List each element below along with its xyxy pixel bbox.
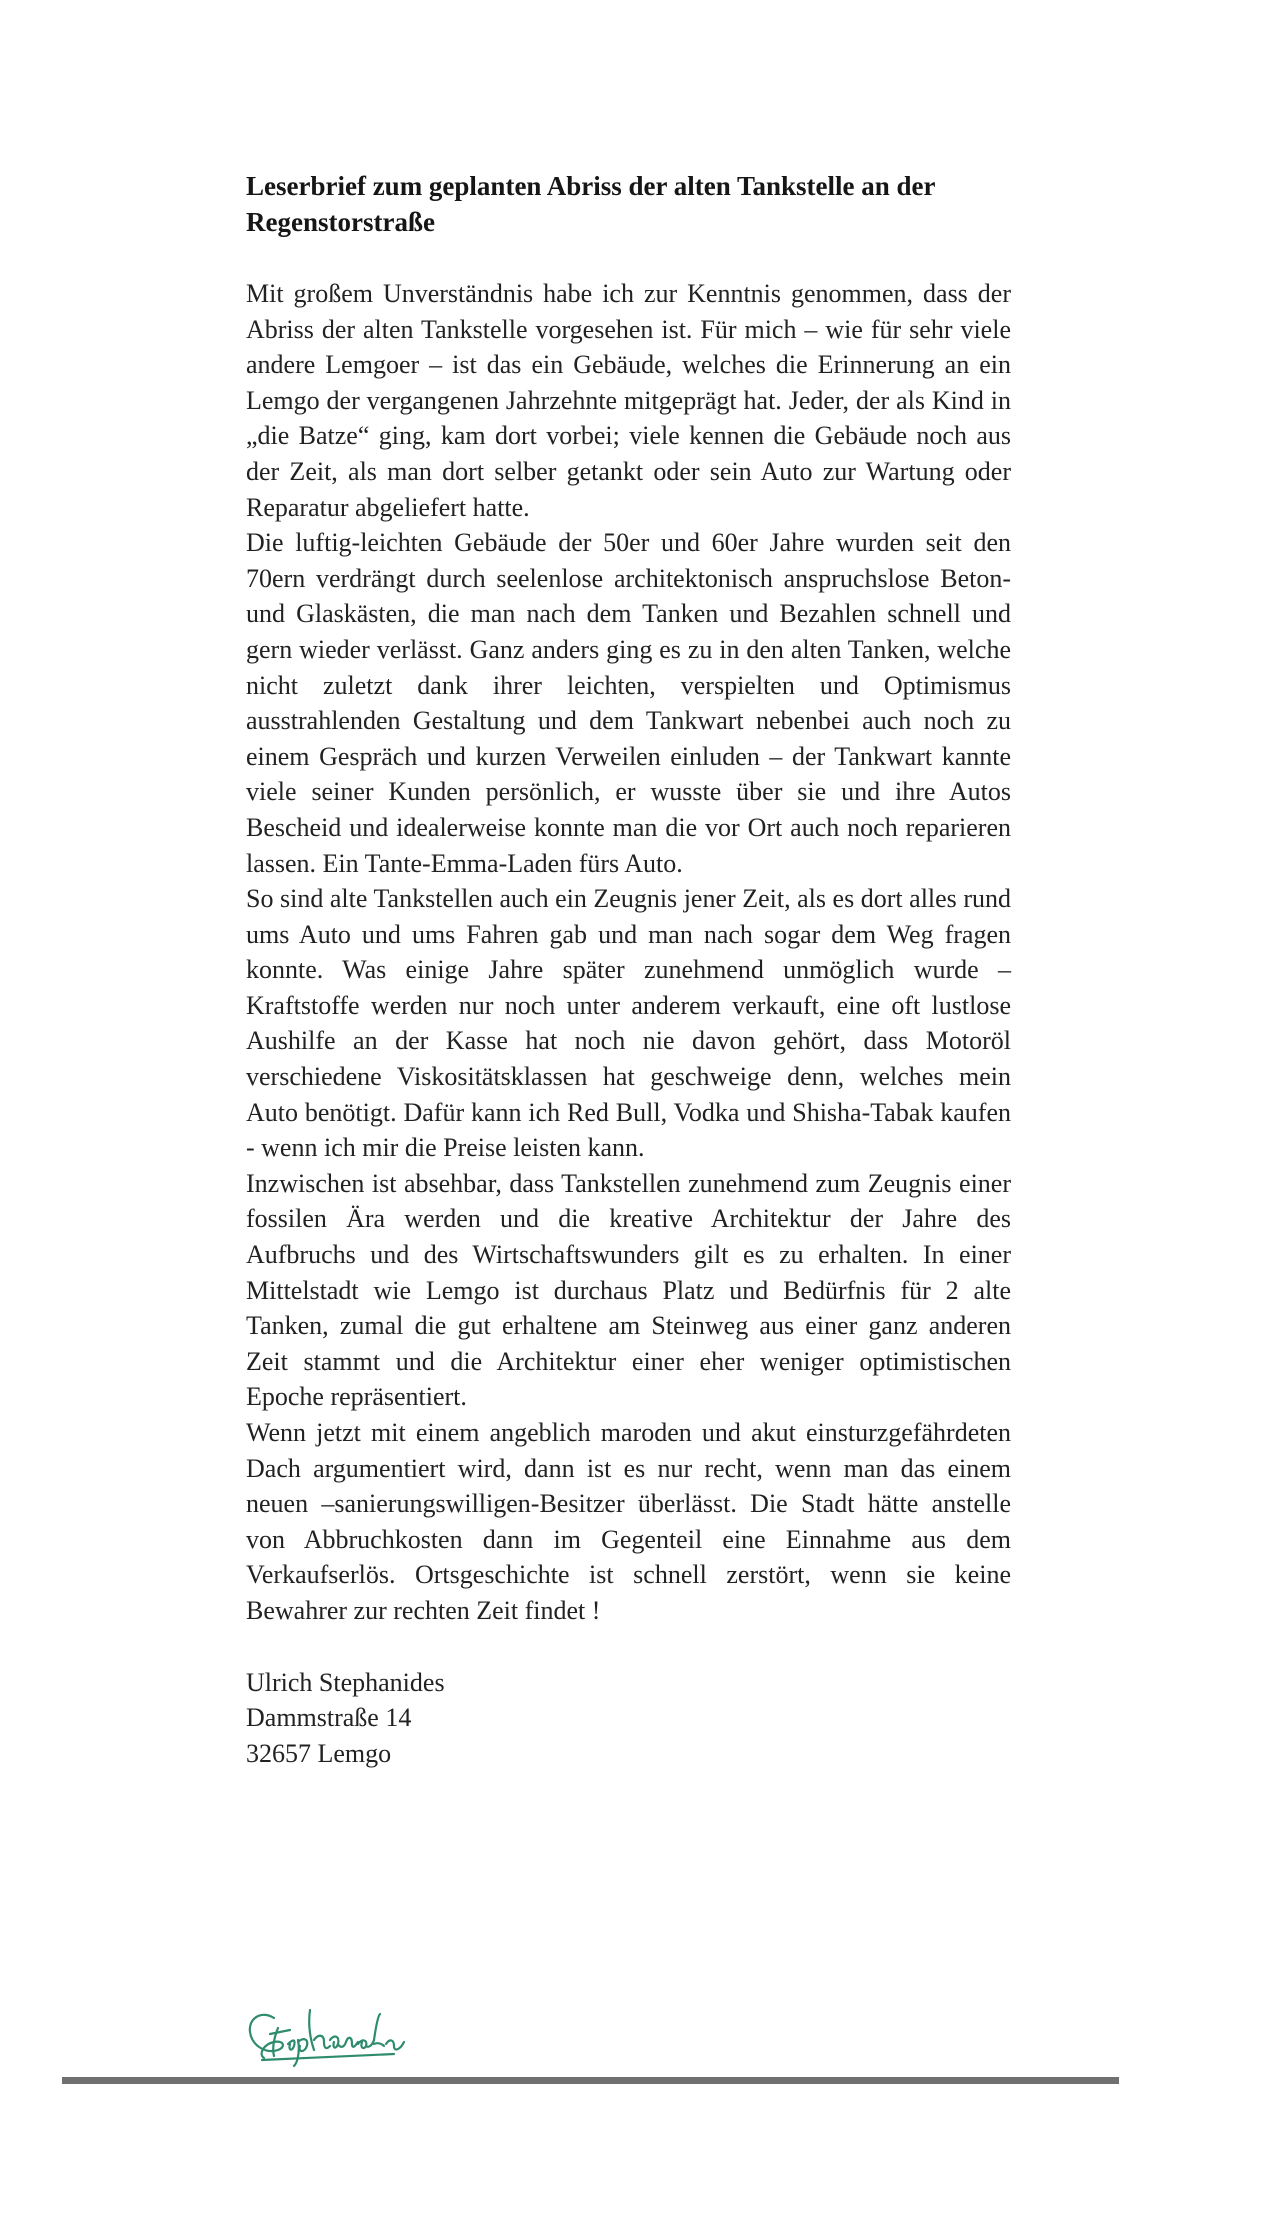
paragraph: Die luftig-leichten Gebäude der 50er und 60er Jahre wurden seit den 70ern verdrängt durch seelenlose architektonisch anspruchslose Beton- und Glaskästen, die man nach dem Tanken und Bezahlen schnell und gern wieder verlässt. Ganz anders ging es zu in den alten Tanken, welche nicht zuletzt dank ihrer leichten, verspielten und Optimismus ausstrahlenden Gestaltung und dem Tankwart nebenbei auch noch zu einem Gespräch und kurzen Verweilen einluden – der Tankwart kannte viele seiner Kunden persönlich, er wusste über sie und ihre Autos Bescheid und idealerweise konnte man die vor Ort auch noch reparieren lassen. Ein Tante-Emma-Laden fürs Auto. (246, 528, 1011, 878)
paragraph: Mit großem Unverständnis habe ich zur Kenntnis genommen, dass der Abriss der alten Tankstelle vorgesehen ist. Für mich – wie für sehr viele andere Lemgoer – ist das ein Gebäude, welches die Erinnerung an ein Lemgo der vergangenen Jahrzehnte mitgeprägt hat. Jeder, der als Kind in „die Batze“ ging, kam dort vorbei; viele kennen die Gebäude noch aus der Zeit, als man dort selber getankt oder sein Auto zur Wartung oder Reparatur abgeliefert hatte. (246, 279, 1011, 522)
sender-address (246, 1665, 1011, 1772)
divider-line (62, 2077, 1119, 2084)
sender-name: Ulrich Stephanides (246, 1667, 445, 1697)
letter-body (246, 276, 1011, 1629)
sender-city: 32657 Lemgo (246, 1738, 392, 1768)
handwritten-signature (244, 2000, 414, 2068)
letter-title: Leserbrief zum geplanten Abriss der alten Tankstelle an der Regenstorstraße (246, 171, 936, 237)
paragraph: Inzwischen ist absehbar, dass Tankstellen zunehmend zum Zeugnis einer fossilen Ära werden und die kreative Architektur der Jahre des Aufbruchs und des Wirtschaftswunders gilt es zu erhalten. In einer Mittelstadt wie Lemgo ist durchaus Platz und Bedürfnis für 2 alte Tanken, zumal die gut erhaltene am Steinweg aus einer ganz anderen Zeit stammt und die Architektur einer eher weniger optimistischen Epoche repräsentiert. (246, 1168, 1011, 1412)
sender-street: Dammstraße 14 (246, 1703, 412, 1733)
letter-page (246, 168, 1011, 1771)
paragraph: Wenn jetzt mit einem angeblich maroden und akut einsturzgefährdeten Dach argumentiert wird, dann ist es nur recht, wenn man das einem neuen –sanierungswilligen-Besitzer überlässt. Die Stadt hätte anstelle von Abbruchkosten dann im Gegenteil eine Einnahme aus dem Verkaufserlös. Ortsgeschichte ist schnell zerstört, wenn sie keine Bewahrer zur rechten Zeit findet ! (246, 1418, 1011, 1625)
paragraph: So sind alte Tankstellen auch ein Zeugnis jener Zeit, als es dort alles rund ums Auto und ums Fahren gab und man nach sogar dem Weg fragen konnte. Was einige Jahre später zunehmend unmöglich wurde – Kraftstoffe werden nur noch unter anderem verkauft, eine oft lustlose Aushilfe an der Kasse hat noch nie davon gehört, dass Motoröl verschiedene Viskositätsklassen hat geschweige denn, welches mein Auto benötigt. Dafür kann ich Red Bull, Vodka und Shisha-Tabak kaufen - wenn ich mir die Preise leisten kann. (246, 884, 1011, 1163)
